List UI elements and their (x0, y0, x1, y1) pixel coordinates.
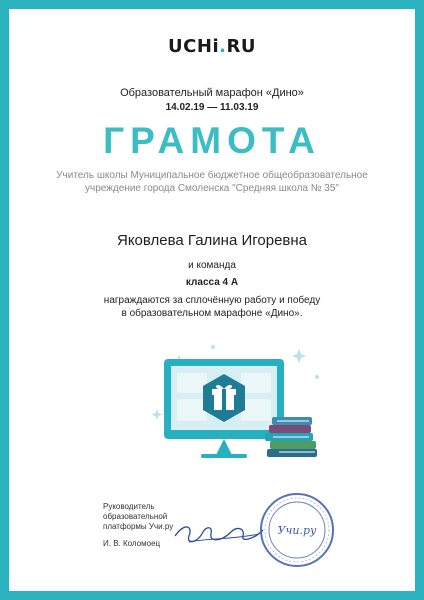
team-text: и команда (188, 260, 236, 271)
signature-line-1: Руководитель (103, 502, 155, 511)
signature-title (103, 502, 173, 532)
certificate-body (9, 9, 415, 591)
class-text: класса 4 А (185, 277, 239, 288)
event-dates: 14.02.19 — 11.03.19 (165, 102, 259, 113)
uchi-ru-logo (9, 36, 415, 57)
stamp-text: Учи.ру (277, 524, 317, 537)
signature-line-3: платформы Учи.ру (103, 522, 174, 531)
organization-line-2: учреждение города Смоленска "Средняя школа № 35" (85, 183, 339, 194)
award-text (69, 294, 355, 320)
certificate-heading: ГРАМОТА (103, 120, 321, 161)
logo-text-main: UCHi (168, 36, 220, 57)
signature-line-2: образовательной (103, 512, 168, 521)
logo-dot: . (219, 36, 227, 57)
official-stamp (257, 490, 337, 570)
illustration (149, 337, 329, 472)
books-icon (265, 417, 317, 457)
recipient-name: Яковлева Галина Игоревна (116, 232, 308, 249)
organization-text (49, 169, 375, 195)
logo-text-end: RU (226, 36, 256, 57)
award-line-2: в образовательном марафоне «Дино». (121, 308, 303, 319)
event-title: Образовательный марафон «Дино» (120, 87, 304, 99)
organization-line-1: Учитель школы Муниципальное бюджетное общеобразовательное (56, 170, 368, 181)
handwritten-signature (169, 506, 269, 556)
award-line-1: награждаются за сплочённую работу и победу (103, 295, 321, 306)
signer-name: И. В. Коломоец (103, 539, 161, 548)
